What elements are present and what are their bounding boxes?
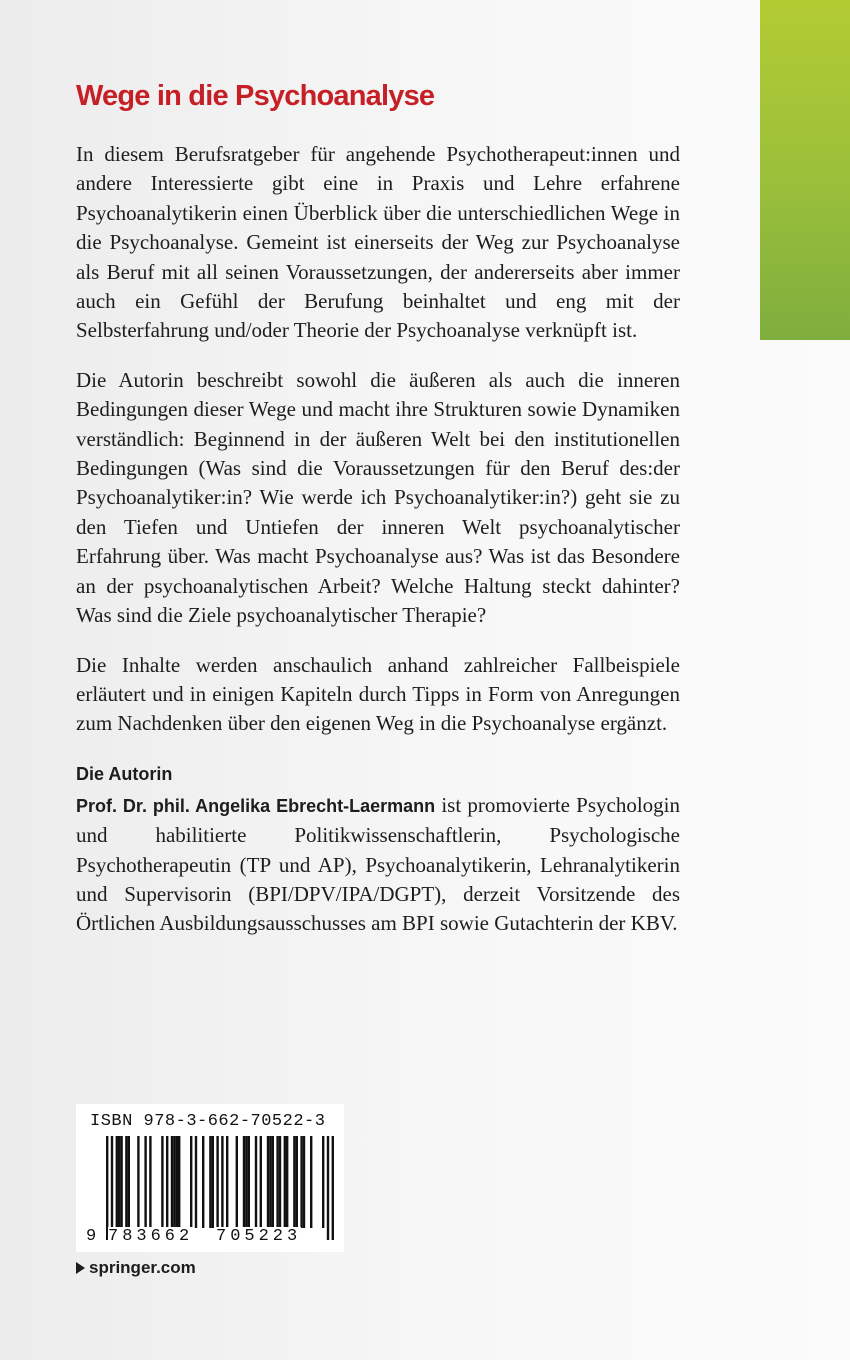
barcode-bar-12 (171, 1136, 173, 1228)
isbn-barcode (76, 1104, 344, 1252)
barcode-bar-2 (116, 1136, 118, 1228)
barcode-bar-21 (216, 1136, 218, 1240)
barcode-bar-19 (209, 1136, 211, 1228)
springer-link[interactable] (76, 1258, 196, 1278)
barcode-bar-4 (120, 1136, 122, 1228)
barcode-bar-27 (248, 1136, 250, 1228)
author-heading: Die Autorin (76, 763, 173, 784)
barcode-bar-23 (226, 1136, 228, 1228)
barcode-bar-38 (296, 1136, 298, 1228)
barcode-bar-28 (255, 1136, 257, 1228)
barcode-bar-11 (166, 1136, 168, 1228)
barcode-bar-9 (149, 1136, 151, 1228)
back-cover-text (76, 78, 680, 939)
barcode-bar-15 (178, 1136, 180, 1228)
barcode-bar-36 (286, 1136, 288, 1228)
barcode-bar-34 (279, 1136, 281, 1228)
barcode-bar-25 (243, 1136, 245, 1228)
barcode-bar-30 (267, 1136, 269, 1228)
barcode-bar-35 (284, 1136, 286, 1228)
barcode-bar-8 (144, 1136, 146, 1228)
barcode-bar-44 (332, 1136, 334, 1240)
barcode-bar-13 (173, 1136, 175, 1228)
barcode-bar-7 (137, 1136, 139, 1228)
barcode-bar-16 (190, 1136, 192, 1228)
barcode-bar-39 (300, 1136, 302, 1228)
barcode-bar-18 (202, 1136, 204, 1228)
barcode-bar-14 (176, 1136, 178, 1228)
barcode-bar-43 (327, 1136, 329, 1240)
arrow-right-icon (76, 1262, 85, 1274)
barcode-bar-17 (195, 1136, 197, 1228)
barcode-bar-37 (293, 1136, 295, 1228)
isbn-label: ISBN 978-3-662-70522-3 (90, 1112, 326, 1131)
barcode-bar-22 (221, 1136, 223, 1240)
author-bio (76, 791, 680, 939)
barcode-bar-32 (272, 1136, 274, 1228)
barcode-bar-42 (322, 1136, 324, 1228)
description-paragraph-3: Die Inhalte werden anschaulich anhand zahlreicher Fallbeispiele erläutert und in einigen Kapiteln durch Tipps in Form von Anregungen zum Nachdenken über den eigenen Weg in die Psychoanalyse ergänzt. (76, 652, 680, 736)
barcode-bar-26 (245, 1136, 247, 1228)
book-title: Wege in die Psychoanalyse (76, 80, 435, 112)
barcode-bar-40 (303, 1136, 305, 1228)
barcode-first-digit: 9 (86, 1227, 97, 1246)
barcode-bar-0 (106, 1136, 108, 1240)
barcode-bar-10 (161, 1136, 163, 1228)
green-color-tab (760, 0, 850, 340)
barcode-bar-6 (128, 1136, 130, 1228)
barcode-bar-5 (125, 1136, 127, 1228)
barcode-left-group: 783662 (108, 1227, 194, 1246)
barcode-bar-1 (111, 1136, 113, 1240)
barcode-right-group: 705223 (216, 1227, 302, 1246)
author-bio-text: ist promovierte Psychologin und habilitierte Politikwissenschaftlerin, Psychologische Psychotherapeutin (TP und AP), Psychoanalytikerin, Lehranalytikerin und Supervisorin (BPI/DPV/IPA/DGPT), derzeit Vorsitzende des Örtlichen Ausbildungsausschusses am BPI sowie Gutachterin der KBV. (76, 792, 680, 936)
description-paragraph-2: Die Autorin beschreibt sowohl die äußeren als auch die inneren Bedingungen dieser Wege und macht ihre Strukturen sowie Dynamiken verständlich: Beginnend in der äußeren Welt bei den institutionellen Bedingungen (Was sind die Voraussetzungen für den Beruf des:der Psychoanalytiker:in? Wie werde ich Psychoanalytiker:in?) geht sie zu den Tiefen und Untiefen der inneren Welt psychoanalytischer Erfahrung über. Was macht Psychoanalyse aus? Was ist das Besondere an der psychoanalytischen Arbeit? Welche Haltung steckt dahinter? Was sind die Ziele psychoanalytischer Therapie? (76, 367, 680, 628)
description-paragraph-1: In diesem Berufsratgeber für angehende Psychotherapeut:innen und andere Interessierte gibt eine in Praxis und Lehre erfahrene Psychoanalytikerin einen Überblick über die unterschiedlichen Wege in die Psychoanalyse. Gemeint ist einerseits der Weg zur Psychoanalyse als Beruf mit all seinen Voraussetzungen, der andererseits aber immer auch ein Gefühl der Berufung beinhaltet und eng mit der Selbsterfahrung und/oder Theorie der Psychoanalyse verknüpft ist. (76, 142, 680, 343)
barcode-bar-31 (269, 1136, 271, 1228)
barcode-bar-29 (260, 1136, 262, 1228)
barcode-bar-3 (118, 1136, 120, 1228)
barcode-bar-41 (310, 1136, 312, 1228)
author-name: Prof. Dr. phil. Angelika Ebrecht-Laermann (76, 795, 436, 816)
barcode-bar-20 (212, 1136, 214, 1228)
barcode-bar-33 (276, 1136, 278, 1228)
springer-link-label: springer.com (89, 1258, 196, 1277)
barcode-bar-24 (236, 1136, 238, 1228)
